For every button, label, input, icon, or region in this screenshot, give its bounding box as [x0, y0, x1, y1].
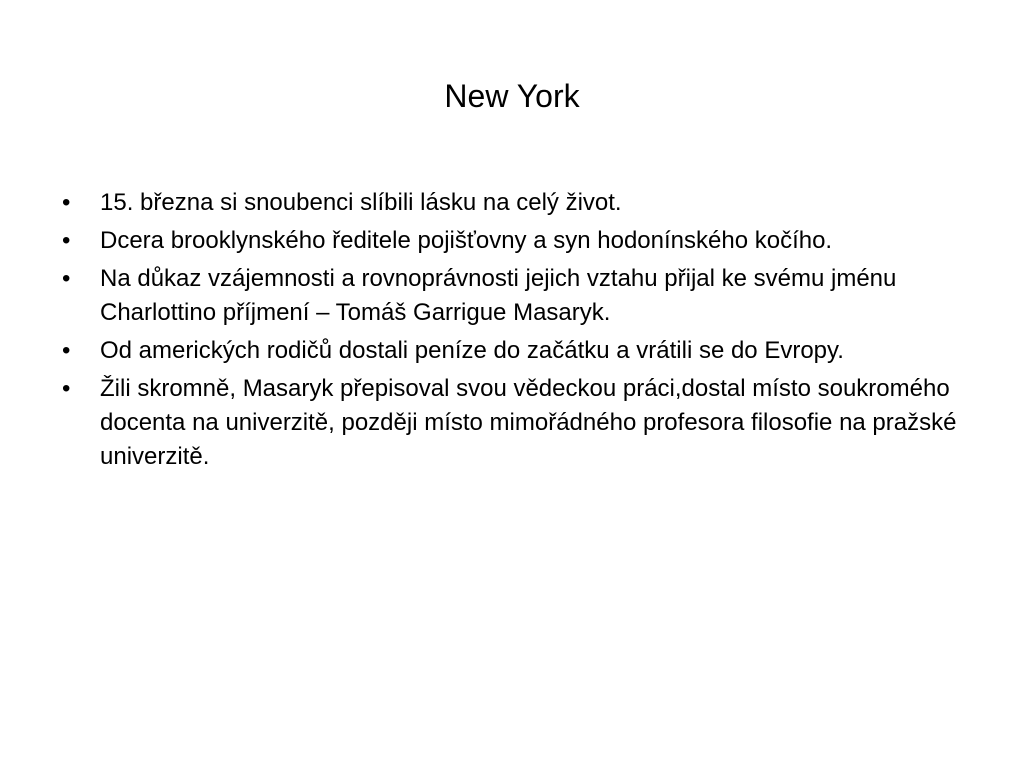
bullet-list [62, 186, 982, 478]
bullet-icon: • [62, 189, 71, 216]
bullet-icon: • [62, 337, 71, 364]
bullet-icon: • [62, 227, 71, 254]
bullet-item [62, 186, 982, 220]
bullet-text: Žili skromně, Masaryk přepisoval svou vědeckou práci,dostal místo soukromého docenta na univerzitě, později místo mimořádného profesora filosofie na pražské univerzitě. [100, 375, 957, 470]
bullet-text: Od amerických rodičů dostali peníze do začátku a vrátili se do Evropy. [100, 337, 844, 364]
bullet-item [62, 262, 982, 330]
bullet-text: Na důkaz vzájemnosti a rovnoprávnosti jejich vztahu přijal ke svému jménu Charlottino příjmení – Tomáš Garrigue Masaryk. [100, 265, 897, 326]
slide-title: New York [444, 78, 580, 114]
bullet-text: Dcera brooklynského ředitele pojišťovny a syn hodonínského kočího. [100, 227, 833, 254]
bullet-item [62, 224, 982, 258]
bullet-item [62, 372, 982, 474]
bullet-text: 15. března si snoubenci slíbili lásku na celý život. [100, 189, 622, 216]
bullet-icon: • [62, 265, 71, 292]
bullet-item [62, 334, 982, 368]
bullet-icon: • [62, 375, 71, 402]
